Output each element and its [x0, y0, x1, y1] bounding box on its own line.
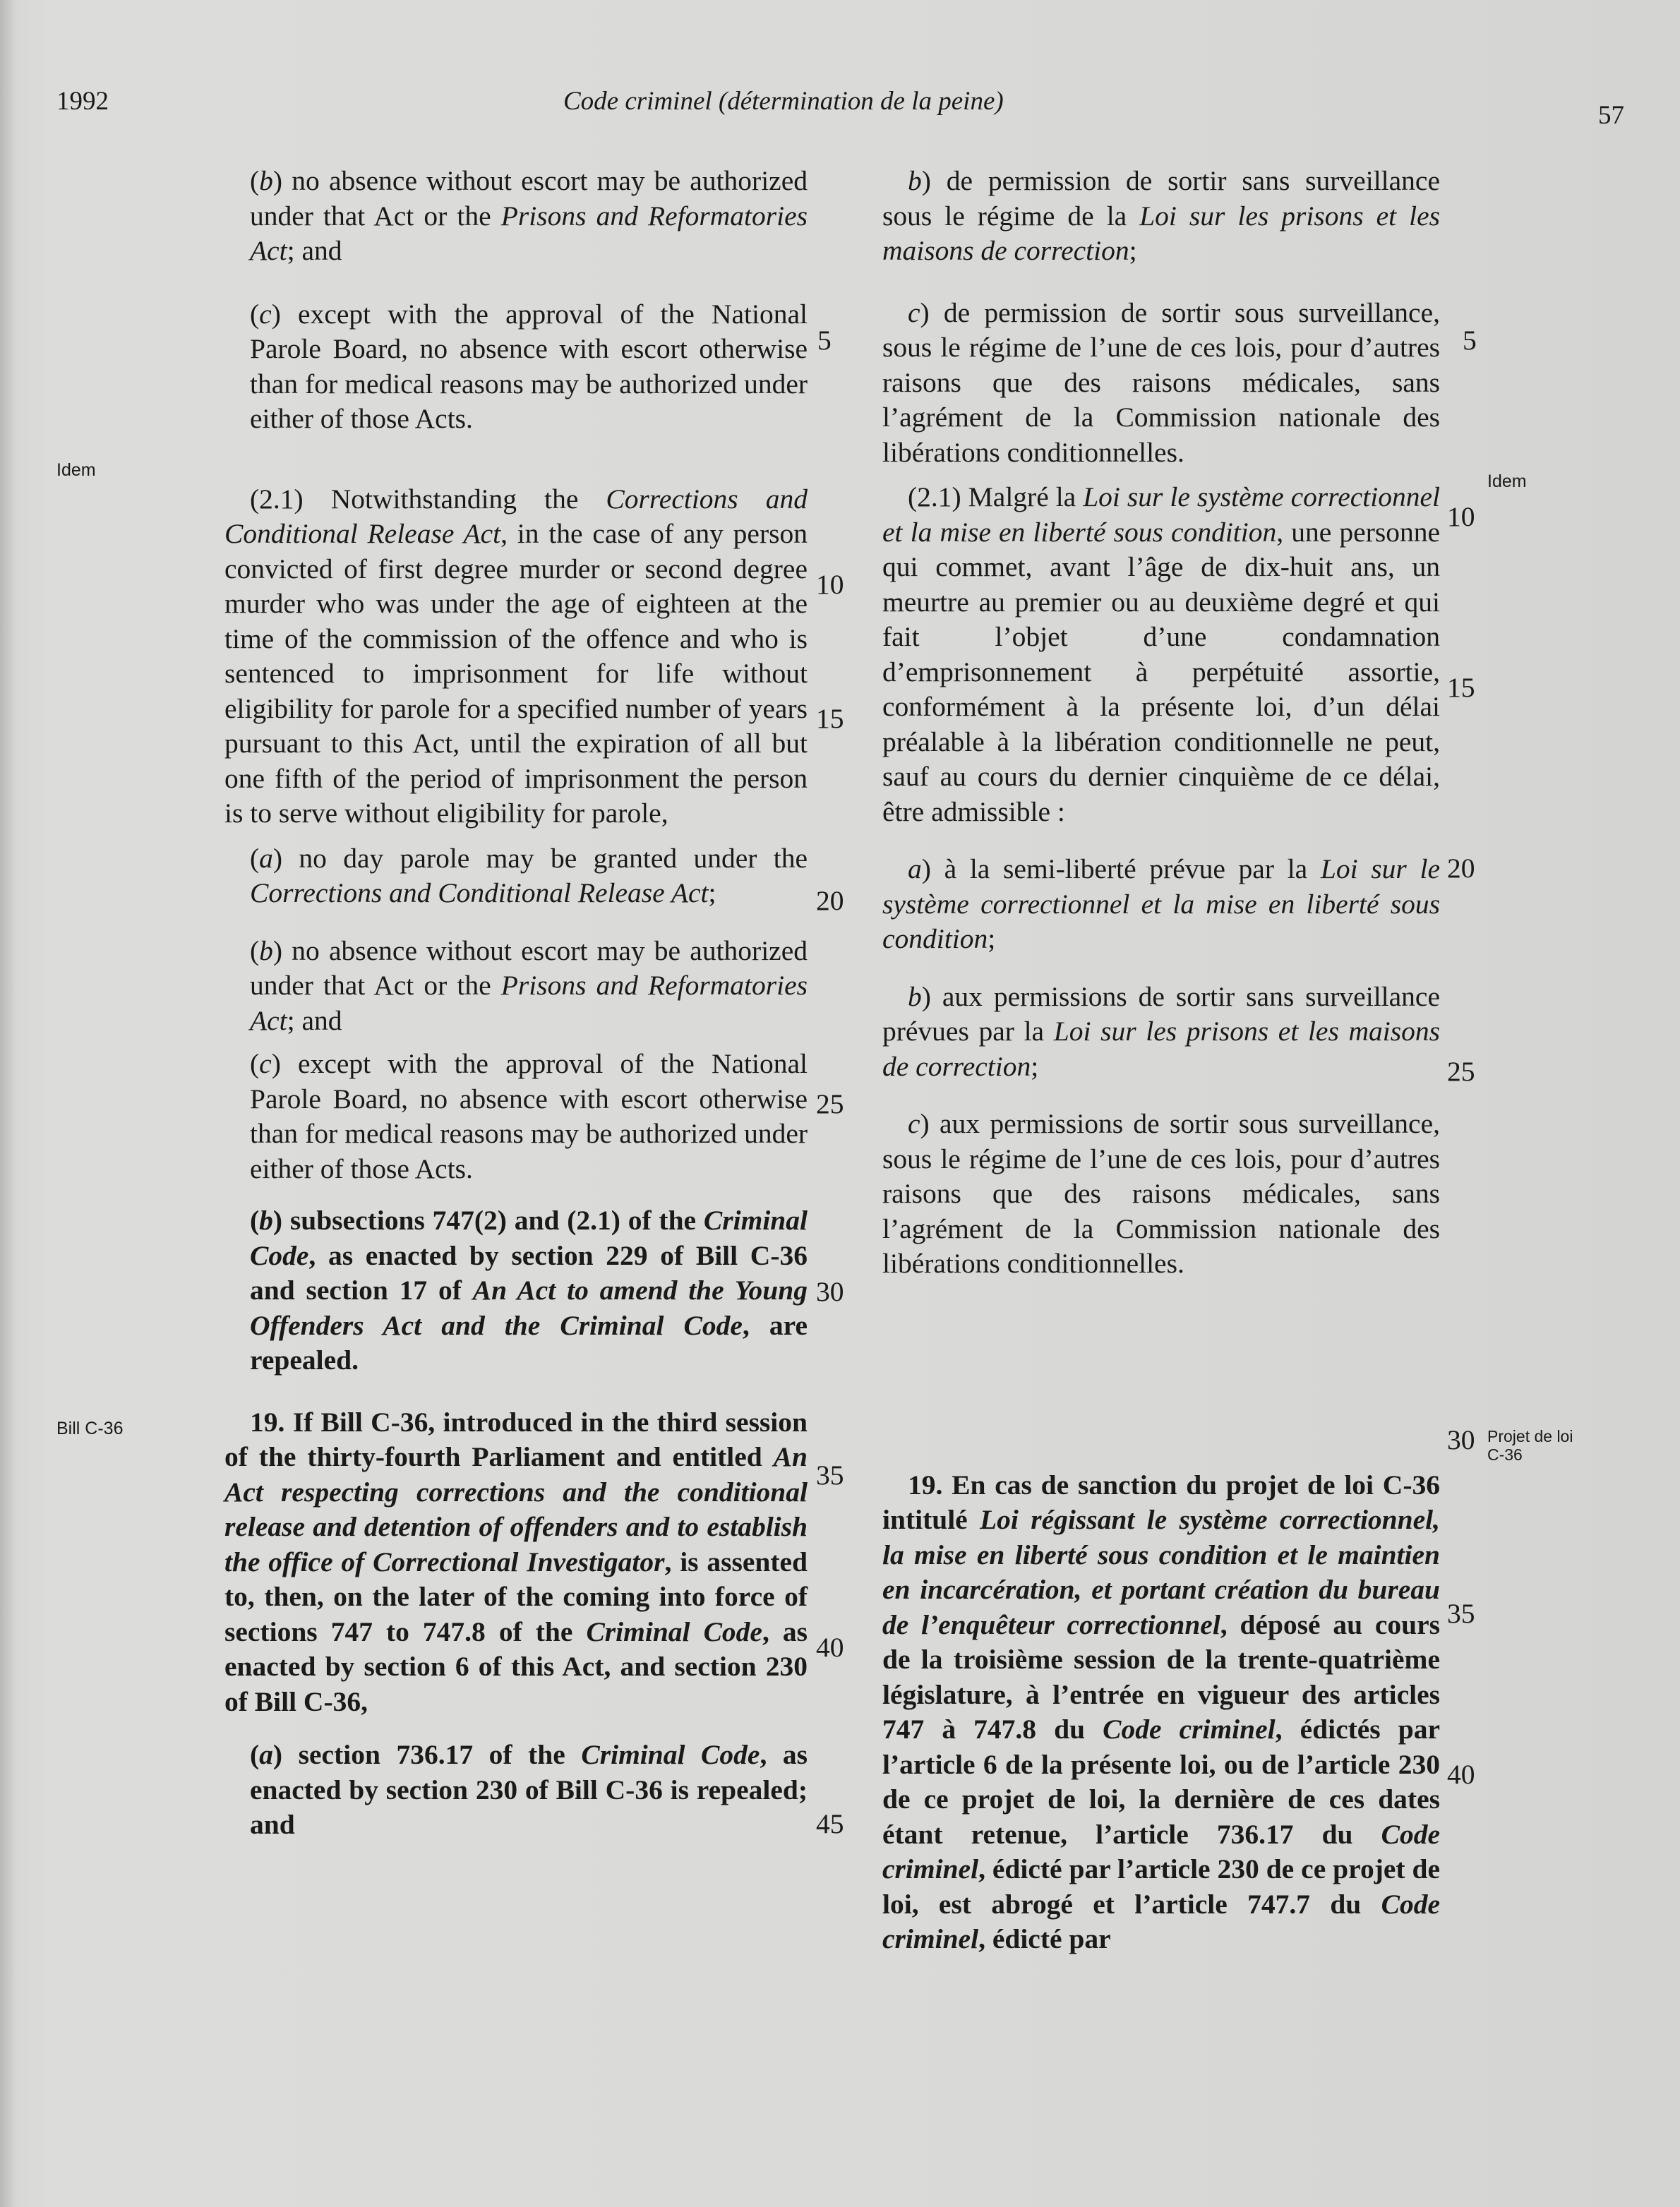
- fr-para-c-2: c) aux permissions de sortir sous surveillance, sous le régime de l’une de ces lois, pour d’autres raisons que des raisons médicales, sans l’agrément de la Commission nationale des libérations conditionnelles.: [882, 1108, 1440, 1279]
- fr-line-number: 20: [1447, 853, 1475, 884]
- binding-shadow: [0, 0, 16, 2207]
- en-line-number: 25: [816, 1088, 844, 1119]
- fr-line-number: 40: [1447, 1759, 1475, 1790]
- fr-para-a-2: a) à la semi-liberté prévue par la Loi sur le système correctionnel et la mise en liberté sous condition;: [882, 853, 1440, 954]
- fr-para-b-1: b) de permission de sortir sans surveillance sous le régime de la Loi sur les prisons et les maisons de correction;: [882, 165, 1440, 266]
- margin-note-idem-fr: Idem: [1487, 471, 1527, 491]
- margin-note-bill-fr: [1487, 1427, 1573, 1464]
- en-para-c-1: (c) except with the approval of the National Parole Board, no absence with escort otherwise than for medical reasons may be authorized under either of those Acts.: [250, 298, 808, 434]
- en-line-number: 20: [816, 885, 844, 916]
- en-para-a-repeal: (a) section 736.17 of the Criminal Code, as enacted by section 230 of Bill C-36 is repealed; and: [250, 1739, 808, 1840]
- fr-line-number: 25: [1447, 1056, 1475, 1087]
- en-section-19: 19. If Bill C-36, introduced in the third session of the thirty-fourth Parliament and entitled An Act respecting corrections and the conditional release and detention of offenders and to establish the office of Correctional Investigator, is assented to, then, on the later of the coming into force of sections 747 to 747.8 of the Criminal Code, as enacted by section 6 of this Act, and section 230 of Bill C-36,: [224, 1406, 808, 1717]
- en-line-number: 35: [816, 1460, 844, 1491]
- en-para-c-2: (c) except with the approval of the National Parole Board, no absence with escort otherwise than for medical reasons may be authorized under either of those Acts.: [250, 1048, 808, 1184]
- fr-line-number: 15: [1447, 672, 1475, 703]
- fr-para-b-2: b) aux permissions de sortir sans surveillance prévues par la Loi sur les prisons et les maisons de correction;: [882, 980, 1440, 1082]
- fr-line-number: 30: [1447, 1424, 1475, 1455]
- fr-section-19: 19. En cas de sanction du projet de loi C-36 intitulé Loi régissant le système correctionnel, la mise en liberté sous condition et le maintien en incarcération, et portant création du bureau de l’enquêteur correctionnel, déposé au cours de la troisième session de la trente-quatrième législature, à l’entrée en vigueur des articles 747 à 747.8 du Code criminel, édictés par l’article 6 de la présente loi, ou de l’article 230 de ce projet de loi, la dernière de ces dates étant retenue, l’article 736.17 du Code criminel, édicté par l’article 230 de ce projet de loi, est abrogé et l’article 747.7 du Code criminel, édicté par: [882, 1469, 1440, 1954]
- english-column: [224, 164, 808, 1858]
- en-line-number: 45: [816, 1808, 844, 1839]
- margin-note-bill-fr-line2: C-36: [1487, 1445, 1523, 1464]
- en-line-number: 10: [816, 569, 844, 600]
- en-para-2-1: (2.1) Notwithstanding the Corrections and Conditional Release Act, in the case of any person convicted of first degree murder or second degree murder who was under the age of eighteen at the time of the commission of the offence and who is sentenced to imprisonment for life without eligibility for parole for a specified number of years pursuant to this Act, until the expiration of all but one fifth of the period of imprisonment the person is to serve without eligibility for parole,: [224, 483, 808, 829]
- margin-note-bill-fr-line1: Projet de loi: [1487, 1427, 1573, 1445]
- french-column: [882, 164, 1440, 1973]
- margin-note-bill-en: Bill C-36: [56, 1419, 124, 1438]
- fr-para-2-1: (2.1) Malgré la Loi sur le système correctionnel et la mise en liberté sous condition, une personne qui commet, avant l’âge de dix-huit ans, un meurtre au premier ou au deuxième degré et qui fait l’objet d’une condamnation d’emprisonnement à perpétuité assortie, conformément à la présente loi, d’un délai préalable à la libération conditionnelle ne peut, sauf au cours du dernier cinquième de ce délai, être admissible :: [882, 481, 1441, 827]
- en-line-number: 30: [816, 1276, 844, 1307]
- en-line-number: 15: [816, 703, 844, 734]
- en-para-b-1: (b) no absence without escort may be authorized under that Act or the Prisons and Reformatories Act; and: [250, 165, 808, 266]
- fr-line-number: 35: [1447, 1598, 1475, 1629]
- margin-note-idem-en: Idem: [56, 460, 96, 480]
- fr-line-number: 5: [1463, 325, 1477, 356]
- en-para-a-2: (a) no day parole may be granted under the Corrections and Conditional Release Act;: [250, 842, 808, 908]
- en-para-repeal: (b) subsections 747(2) and (2.1) of the Criminal Code, as enacted by section 229 of Bill C-36 and section 17 of An Act to amend the Young Offenders Act and the Criminal Code, are repealed.: [250, 1205, 808, 1376]
- en-line-number: 40: [816, 1632, 844, 1663]
- header-year: 1992: [56, 87, 109, 116]
- en-line-number: 5: [817, 325, 832, 356]
- fr-line-number: 10: [1447, 501, 1475, 532]
- fr-para-c-1: c) de permission de sortir sous surveillance, sous le régime de l’une de ces lois, pour d’autres raisons que des raisons médicales, sans l’agrément de la Commission nationale des libérations conditionnelles.: [882, 296, 1440, 468]
- page-number: 57: [1598, 101, 1624, 130]
- header-title: Code criminel (détermination de la peine): [563, 87, 1004, 116]
- en-para-b-2: (b) no absence without escort may be authorized under that Act or the Prisons and Reformatories Act; and: [250, 934, 808, 1036]
